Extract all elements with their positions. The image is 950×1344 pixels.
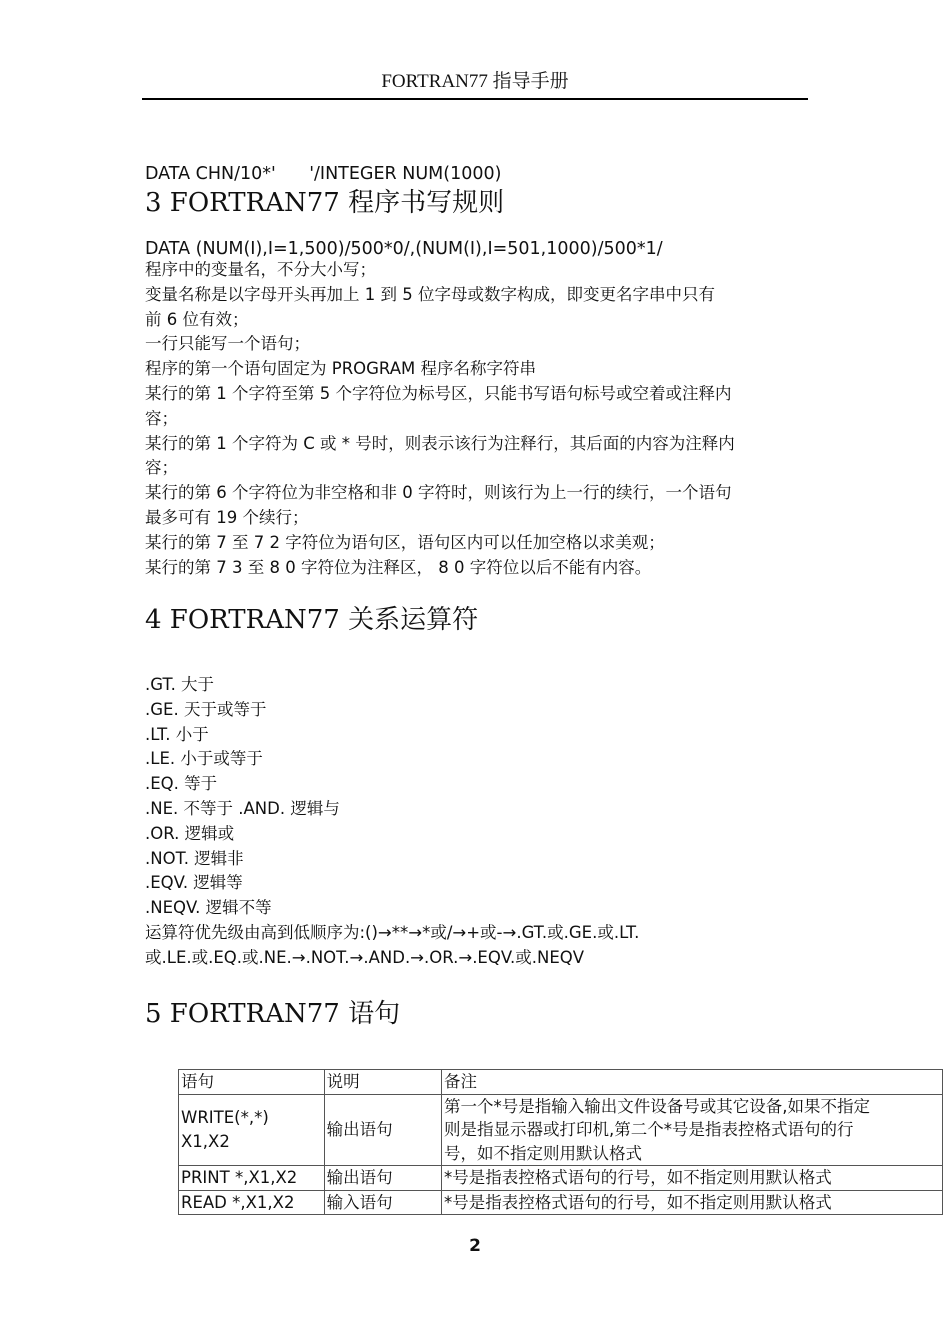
operator-line: .NOT. 逻辑非 [145, 848, 244, 868]
cell-line: WRITE(*,*) [181, 1108, 269, 1128]
section-heading-4: 4 FORTRAN77 关系运算符 [145, 605, 479, 635]
body-line: 某行的第 7 3 至 8 0 字符位为注释区， 8 0 字符位以后不能有内容。 [145, 557, 652, 577]
section-4-body [145, 673, 639, 971]
column-header: 备注 [442, 1070, 943, 1095]
body-line: 容； [145, 458, 178, 478]
table-cell-note [442, 1094, 943, 1166]
table-cell-statement: PRINT *,X1,X2 [179, 1166, 325, 1191]
body-line: 某行的第 1 个字符至第 5 个字符位为标号区，只能书写语句标号或空着或注释内 [145, 383, 732, 403]
operator-line: .EQ. 等于 [145, 774, 218, 794]
cell-line: X1,X2 [181, 1131, 230, 1151]
section-heading-5: 5 FORTRAN77 语句 [145, 999, 401, 1029]
operator-line: .NEQV. 逻辑不等 [145, 898, 272, 918]
page-number: 2 [469, 1236, 481, 1256]
table-cell-description: 输出语句 [324, 1166, 441, 1191]
table-row [179, 1094, 943, 1166]
cell-line: 则是指显示器或打印机,第二个*号是指表控格式语句的行 [444, 1120, 854, 1139]
table-header-row [179, 1070, 943, 1095]
body-line: 某行的第 6 个字符位为非空格和非 0 字符时，则该行为上一行的续行，一个语句 [145, 483, 732, 503]
column-header: 语句 [179, 1070, 325, 1095]
column-header: 说明 [324, 1070, 441, 1095]
operator-line: .GT. 大于 [145, 675, 215, 694]
cell-line: 号，如不指定则用默认格式 [444, 1143, 642, 1163]
body-line: 最多可有 19 个续行； [145, 507, 309, 527]
table-cell-description: 输出语句 [324, 1094, 441, 1166]
table-row [179, 1190, 943, 1215]
body-line: 容； [145, 408, 178, 428]
section-3-body [145, 258, 810, 580]
body-line: 某行的第 7 至 7 2 字符位为语句区，语句区内可以任加空格以求美观； [145, 532, 665, 552]
cell-line: 第一个*号是指输入输出文件设备号或其它设备,如果不指定 [444, 1096, 870, 1116]
section-heading-3: 3 FORTRAN77 程序书写规则 [145, 188, 505, 218]
operator-line: .NE. 不等于 .AND. 逻辑与 [145, 798, 340, 818]
operator-line: .LE. 小于或等于 [145, 749, 263, 769]
header-rule [142, 98, 808, 100]
table-row [179, 1166, 943, 1191]
body-line: 前 6 位有效； [145, 309, 249, 329]
table-cell-statement [179, 1094, 325, 1166]
operator-line: .LT. 小于 [145, 724, 209, 744]
table-cell-note: *号是指表控格式语句的行号，如不指定则用默认格式 [442, 1166, 943, 1191]
precedence-line: 运算符优先级由高到低顺序为:()→**→*或/→+或-→.GT.或.GE.或.LT. [145, 922, 640, 942]
operator-line: .OR. 逻辑或 [145, 823, 235, 843]
code-line: DATA (NUM(I),I=1,500)/500*0/,(NUM(I),I=501,1000)/500*1/ [145, 239, 663, 259]
body-line: 一行只能写一个语句； [145, 334, 310, 354]
operator-line: .EQV. 逻辑等 [145, 873, 243, 893]
body-line: 程序的第一个语句固定为 PROGRAM 程序名称字符串 [145, 359, 536, 379]
table-cell-note: *号是指表控格式语句的行号，如不指定则用默认格式 [442, 1190, 943, 1215]
statement-table [178, 1069, 943, 1215]
table-cell-statement: READ *,X1,X2 [179, 1190, 325, 1215]
body-line: 程序中的变量名，不分大小写； [145, 260, 376, 279]
precedence-line: 或.LE.或.EQ.或.NE.→.NOT.→.AND.→.OR.→.EQV.或.NEQV [145, 947, 585, 967]
table-cell-description: 输入语句 [324, 1190, 441, 1215]
code-line: DATA CHN/10*' '/INTEGER NUM(1000) [145, 164, 502, 184]
body-line: 变量名称是以字母开头再加上 1 到 5 位字母或数字构成，即变更名字串中只有 [145, 284, 715, 304]
operator-line: .GE. 天于或等于 [145, 699, 267, 719]
page-header: FORTRAN77 指导手册 [381, 71, 569, 92]
body-line: 某行的第 1 个字符为 C 或 * 号时，则表示该行为注释行，其后面的内容为注释内 [145, 433, 735, 453]
